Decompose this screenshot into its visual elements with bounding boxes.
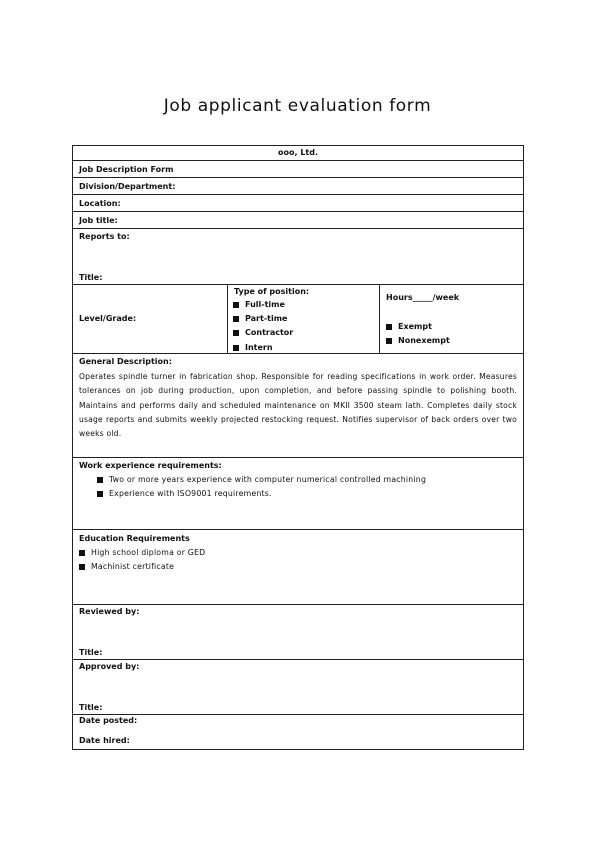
position-option-intern[interactable] [233,343,273,352]
company-row [73,146,523,161]
checkbox-icon [386,324,392,330]
position-row [73,285,523,354]
type-of-position-cell [228,285,380,353]
bullet-icon [97,477,103,483]
work-experience-label: Work experience requirements: [79,461,222,470]
bullet-icon [79,564,85,570]
reviewed-by-label: Reviewed by: [79,607,140,616]
job-title-row[interactable] [73,212,523,229]
option-label: Full-time [245,300,285,309]
date-posted-label: Date posted: [79,716,138,725]
general-description-label: General Description: [79,357,172,366]
education-label: Education Requirements [79,534,190,543]
job-title-label: Job title: [79,216,118,225]
position-option-contractor[interactable] [233,328,293,337]
bullet-icon [97,491,103,497]
checkbox-icon [233,316,239,322]
hours-label[interactable]: Hours_____/week [386,293,460,302]
exempt-option[interactable] [386,322,432,331]
option-label: Contractor [245,328,294,337]
location-label: Location: [79,199,121,208]
checkbox-icon [233,302,239,308]
position-option-full-time[interactable] [233,300,285,309]
division-row[interactable] [73,178,523,195]
work-experience-item [97,475,426,484]
reports-to-label: Reports to: [79,232,130,241]
option-label: Exempt [398,322,432,331]
education-item [79,562,174,571]
reviewed-by-row[interactable] [73,605,523,660]
nonexempt-option[interactable] [386,336,450,345]
approved-by-label: Approved by: [79,662,140,671]
approved-by-row[interactable] [73,660,523,715]
option-label: Intern [245,343,273,352]
job-description-form-row [73,161,523,178]
checkbox-icon [386,338,392,344]
reviewed-title-label: Title: [79,648,103,657]
hours-cell [380,285,523,353]
item-text: Machinist certificate [91,562,175,571]
option-label: Nonexempt [398,336,450,345]
education-row [73,530,523,605]
location-row[interactable] [73,195,523,212]
level-grade-label: Level/Grade: [79,314,137,323]
level-grade-cell[interactable] [73,285,228,353]
approved-title-label: Title: [79,703,103,712]
work-experience-row [73,458,523,530]
job-description-form-label: Job Description Form [79,165,174,174]
dates-row[interactable] [73,715,523,749]
division-label: Division/Department: [79,182,176,191]
item-text: High school diploma or GED [91,548,206,557]
option-label: Part-time [245,314,288,323]
page-title: Job applicant evaluation form [163,96,432,116]
general-description-text: Operates spindle turner in fabrication shop. Responsible for reading specifications in work order. Measures tolerances on job during production, upon completion, and before passing spindle to polishing booth. Maintains and performs daily and scheduled maintenance on MKII 3500 steam lath. Completes daily stock usage reports and submits weekly projected restocking request. Notifies supervisor of back orders over two weeks old. [79,372,517,439]
item-text: Experience with ISO9001 requirements. [109,489,272,498]
position-option-part-time[interactable] [233,314,287,323]
checkbox-icon [233,330,239,336]
reports-to-row[interactable] [73,229,523,285]
education-item [79,548,205,557]
general-description-row [73,354,523,458]
bullet-icon [79,550,85,556]
type-of-position-label: Type of position: [234,287,310,296]
item-text: Two or more years experience with computer numerical controlled machining [109,475,427,484]
checkbox-icon [233,345,239,351]
reports-title-label: Title: [79,273,103,282]
company-name: ooo, Ltd. [278,148,318,157]
date-hired-label: Date hired: [79,736,130,745]
job-form [72,145,524,750]
work-experience-item [97,489,272,498]
